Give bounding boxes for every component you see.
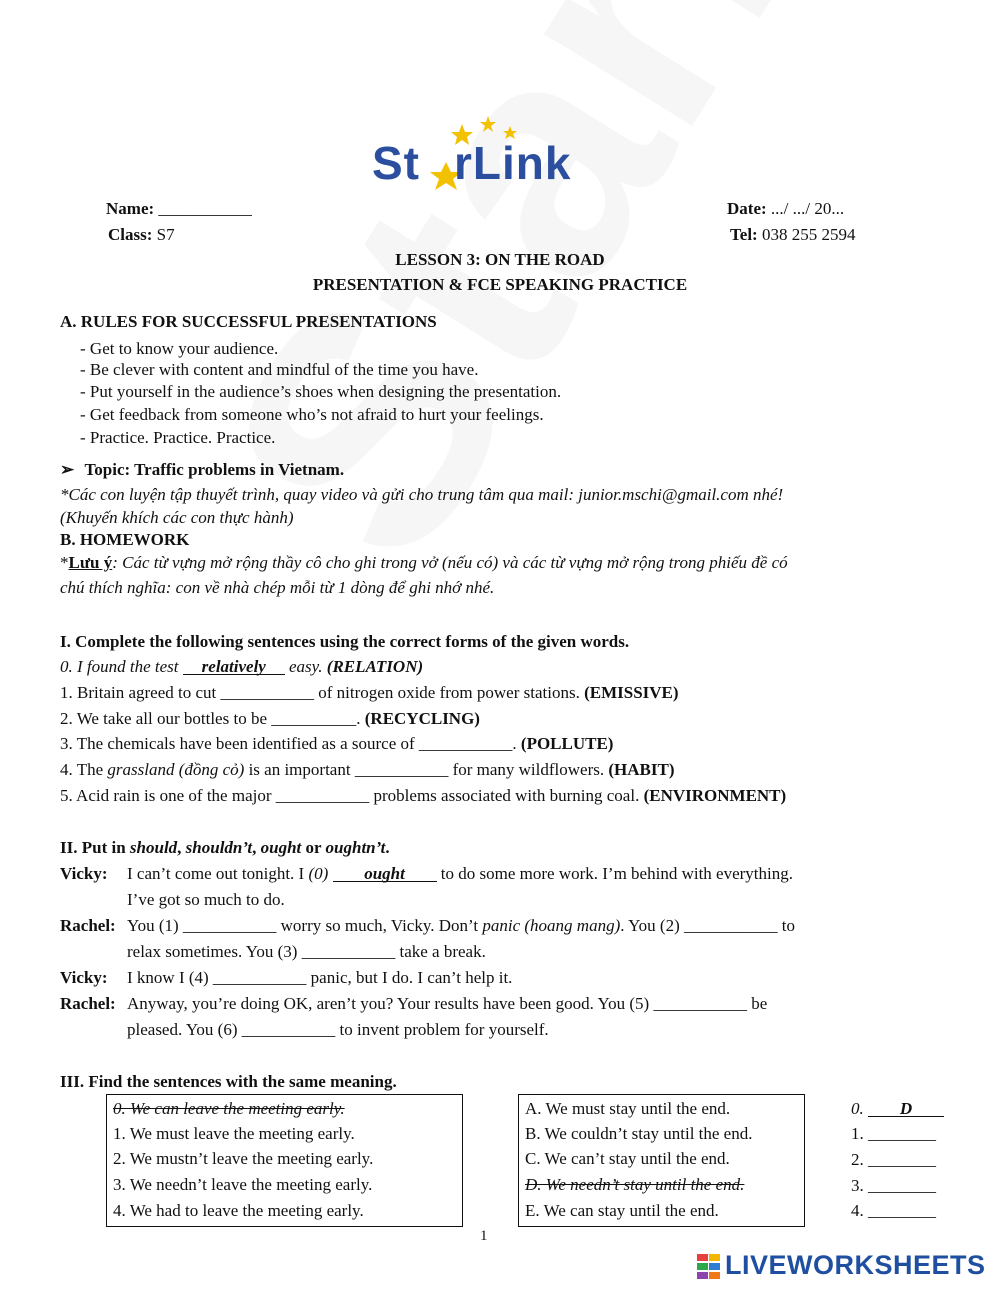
answer-blank[interactable]: ___________ bbox=[301, 942, 396, 961]
answer-blank[interactable]: ___________ bbox=[182, 916, 277, 935]
topic-line: ➢ Topic: Traffic problems in Vietnam. bbox=[60, 460, 345, 479]
name-field: Name: ___________ bbox=[106, 199, 252, 218]
answer-blank[interactable]: ___________ bbox=[653, 994, 747, 1013]
answer-row-example: 0. D bbox=[851, 1099, 944, 1119]
ex1-item: 1. Britain agreed to cut ___________ of nitrogen oxide from power stations. (EMISSIVE) bbox=[60, 683, 679, 702]
answer-row: 1. ________ bbox=[851, 1124, 936, 1143]
answer-blank[interactable]: ___________ bbox=[684, 916, 778, 935]
rule-item: - Be clever with content and mindful of the time you have. bbox=[80, 360, 479, 379]
example-answer: D bbox=[868, 1101, 944, 1117]
ex3-heading: III. Find the sentences with the same meaning. bbox=[60, 1072, 397, 1091]
dialogue-line: I can’t come out tonight. I (0) ought to do some more work. I’m behind with everything. bbox=[127, 864, 793, 883]
answer-blank[interactable]: ___________ bbox=[241, 1020, 336, 1039]
list-item: A. We must stay until the end. bbox=[525, 1099, 731, 1118]
ex1-example: 0. I found the test relatively easy. (RELATION) bbox=[60, 657, 424, 676]
list-item: C. We can’t stay until the end. bbox=[525, 1149, 730, 1168]
answer-blank[interactable]: ___________ bbox=[275, 786, 370, 805]
dialogue-line: I know I (4) ___________ panic, but I do. I can’t help it. bbox=[127, 968, 513, 987]
liveworksheets-logo: LIVEWORKSHEETS bbox=[697, 1250, 997, 1284]
right-sentences-box bbox=[518, 1094, 805, 1227]
answer-blank[interactable]: ___________ bbox=[418, 734, 513, 753]
answer-blank[interactable]: ___________ bbox=[212, 968, 307, 987]
list-item: E. We can stay until the end. bbox=[525, 1201, 719, 1220]
list-item: D. We needn’t stay until the end. bbox=[525, 1175, 745, 1194]
answer-blank[interactable]: __________ bbox=[271, 709, 357, 728]
list-item: 0. We can leave the meeting early. bbox=[113, 1099, 345, 1118]
rule-item: - Put yourself in the audience’s shoes when designing the presentation. bbox=[80, 382, 562, 401]
ex2-heading: II. Put in should, shouldn’t, ought or oughtn’t. bbox=[60, 838, 390, 857]
video-note: *Các con luyện tập thuyết trình, quay video và gửi cho trung tâm qua mail: junior.mschi@gmail.com nhé! bbox=[60, 485, 784, 504]
list-item: B. We couldn’t stay until the end. bbox=[525, 1124, 753, 1143]
dialogue-line: relax sometimes. You (3) ___________ take a break. bbox=[127, 942, 486, 961]
list-item: 3. We needn’t leave the meeting early. bbox=[113, 1175, 373, 1194]
example-answer: ought bbox=[333, 866, 437, 882]
answer-blank[interactable]: ___________ bbox=[354, 760, 449, 779]
tel-field: Tel: 038 255 2594 bbox=[730, 225, 856, 244]
answer-row: 3. ________ bbox=[851, 1176, 936, 1195]
liveworksheets-icon bbox=[697, 1254, 721, 1280]
page-number: 1 bbox=[480, 1228, 488, 1244]
ex1-item: 4. The grassland (đồng cỏ) is an important ___________ for many wildflowers. (HABIT) bbox=[60, 760, 675, 779]
homework-note: *Lưu ý: Các từ vựng mở rộng thầy cô cho ghi trong vở (nếu có) và các từ vựng mở rộng trong phiếu đề có bbox=[60, 553, 788, 572]
ex1-item: 5. Acid rain is one of the major ___________ problems associated with burning coal. (ENVIRONMENT) bbox=[60, 786, 787, 805]
left-sentences-box bbox=[106, 1094, 463, 1227]
dialogue-line: Anyway, you’re doing OK, aren’t you? Your results have been good. You (5) ___________ be bbox=[127, 994, 768, 1013]
dialogue-line: pleased. You (6) ___________ to invent problem for yourself. bbox=[127, 1020, 549, 1039]
dialogue-line: I’ve got so much to do. bbox=[127, 890, 285, 909]
logo-text: St rLink bbox=[372, 137, 572, 189]
ex1-heading: I. Complete the following sentences using the correct forms of the given words. bbox=[60, 632, 630, 651]
answer-blank[interactable]: ___________ bbox=[220, 683, 315, 702]
ex1-item: 3. The chemicals have been identified as a source of ___________. (POLLUTE) bbox=[60, 734, 614, 753]
arrow-bullet-icon: ➢ bbox=[60, 460, 75, 479]
speaker-rachel: Rachel: bbox=[60, 994, 116, 1013]
section-b-heading: B. HOMEWORK bbox=[60, 530, 190, 549]
watermark bbox=[150, 0, 1000, 621]
answer-blank[interactable]: ________ bbox=[868, 1150, 936, 1169]
dialogue-line: You (1) ___________ worry so much, Vicky. Don’t panic (hoang mang). You (2) ___________ to bbox=[127, 916, 795, 935]
answer-row: 2. ________ bbox=[851, 1150, 936, 1169]
speaker-vicky: Vicky: bbox=[60, 864, 108, 883]
practice-note: (Khuyến khích các con thực hành) bbox=[60, 508, 294, 527]
lesson-subtitle: PRESENTATION & FCE SPEAKING PRACTICE bbox=[312, 275, 688, 294]
homework-note-line2: chú thích nghĩa: con về nhà chép mỗi từ 1 dòng để ghi nhớ nhé. bbox=[60, 578, 495, 597]
answer-blank[interactable]: ________ bbox=[868, 1201, 936, 1220]
speaker-rachel: Rachel: bbox=[60, 916, 116, 935]
list-item: 2. We mustn’t leave the meeting early. bbox=[113, 1149, 374, 1168]
example-answer: relatively bbox=[183, 659, 285, 675]
answer-blank[interactable]: ________ bbox=[868, 1176, 936, 1195]
answer-row: 4. ________ bbox=[851, 1201, 936, 1220]
rule-item: - Get feedback from someone who’s not afraid to hurt your feelings. bbox=[80, 405, 544, 424]
list-item: 4. We had to leave the meeting early. bbox=[113, 1201, 364, 1220]
lesson-title: LESSON 3: ON THE ROAD bbox=[395, 250, 605, 269]
rule-item: - Practice. Practice. Practice. bbox=[80, 428, 276, 447]
answer-blank[interactable]: ________ bbox=[868, 1124, 936, 1143]
list-item: 1. We must leave the meeting early. bbox=[113, 1124, 355, 1143]
date-field: Date: .../ .../ 20... bbox=[727, 199, 845, 218]
ex1-item: 2. We take all our bottles to be __________. (RECYCLING) bbox=[60, 709, 480, 728]
speaker-vicky: Vicky: bbox=[60, 968, 108, 987]
section-a-heading: A. RULES FOR SUCCESSFUL PRESENTATIONS bbox=[60, 312, 437, 331]
rule-item: - Get to know your audience. bbox=[80, 339, 279, 358]
starlink-logo bbox=[372, 112, 602, 192]
class-field: Class: S7 bbox=[108, 225, 175, 244]
